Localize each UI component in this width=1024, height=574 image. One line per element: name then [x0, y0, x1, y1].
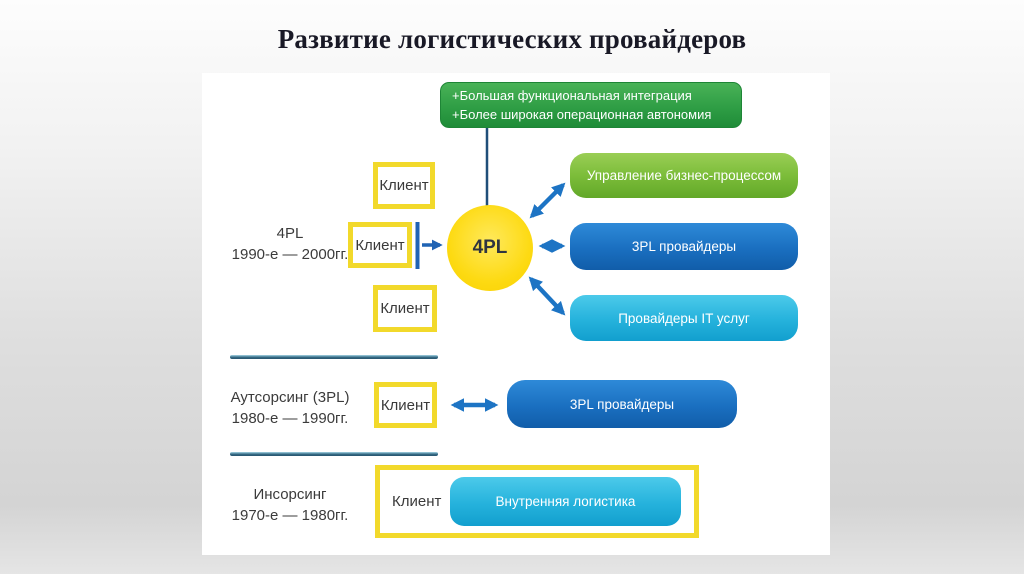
- hub-it-double-arrow: [531, 279, 563, 313]
- provider-business-pill: Управление бизнес-процессом: [570, 153, 798, 198]
- hub-4pl-label: 4PL: [472, 237, 508, 258]
- client-box-outsourcing: Клиент: [374, 382, 437, 428]
- era-name-outsourcing: Аутсорсинг (3PL): [230, 389, 350, 406]
- era-label-insourcing: [205, 485, 375, 526]
- era-years-outsourcing: 1980-е — 1990гг.: [231, 409, 349, 427]
- client-box-top: Клиент: [373, 162, 435, 209]
- page-title: Развитие логистических провайдеров: [277, 24, 747, 54]
- hub-4pl-circle: [447, 205, 533, 291]
- era-name-4pl: 4PL: [276, 225, 304, 242]
- insourcing-frame: [375, 465, 699, 538]
- era-label-outsourcing: [205, 388, 375, 429]
- client-box-mid: Клиент: [348, 222, 412, 268]
- era-years-insourcing: 1970-е — 1980гг.: [231, 506, 349, 524]
- integration-note-line1: +Большая функциональная интеграция: [452, 87, 692, 103]
- provider-3pl-pill: 3PL провайдеры: [570, 223, 798, 270]
- hub-business-double-arrow: [532, 185, 563, 216]
- separator-2: [230, 452, 438, 456]
- separator-1: [230, 355, 438, 359]
- client-box-bottom: Клиент: [373, 285, 437, 332]
- era-years-4pl: 1990-е — 2000гг.: [231, 245, 349, 263]
- diagram-panel: [202, 73, 830, 555]
- era-name-insourcing: Инсорсинг: [253, 486, 327, 503]
- integration-note: [440, 82, 742, 128]
- integration-note-line2: +Более широкая операционная автономия: [452, 107, 712, 122]
- provider-3pl-outsourcing-pill: 3PL провайдеры: [507, 380, 737, 428]
- client-label-insourcing: Клиент: [392, 493, 442, 510]
- internal-logistics-pill: Внутренняя логистика: [450, 477, 681, 526]
- provider-it-pill: Провайдеры IT услуг: [570, 295, 798, 341]
